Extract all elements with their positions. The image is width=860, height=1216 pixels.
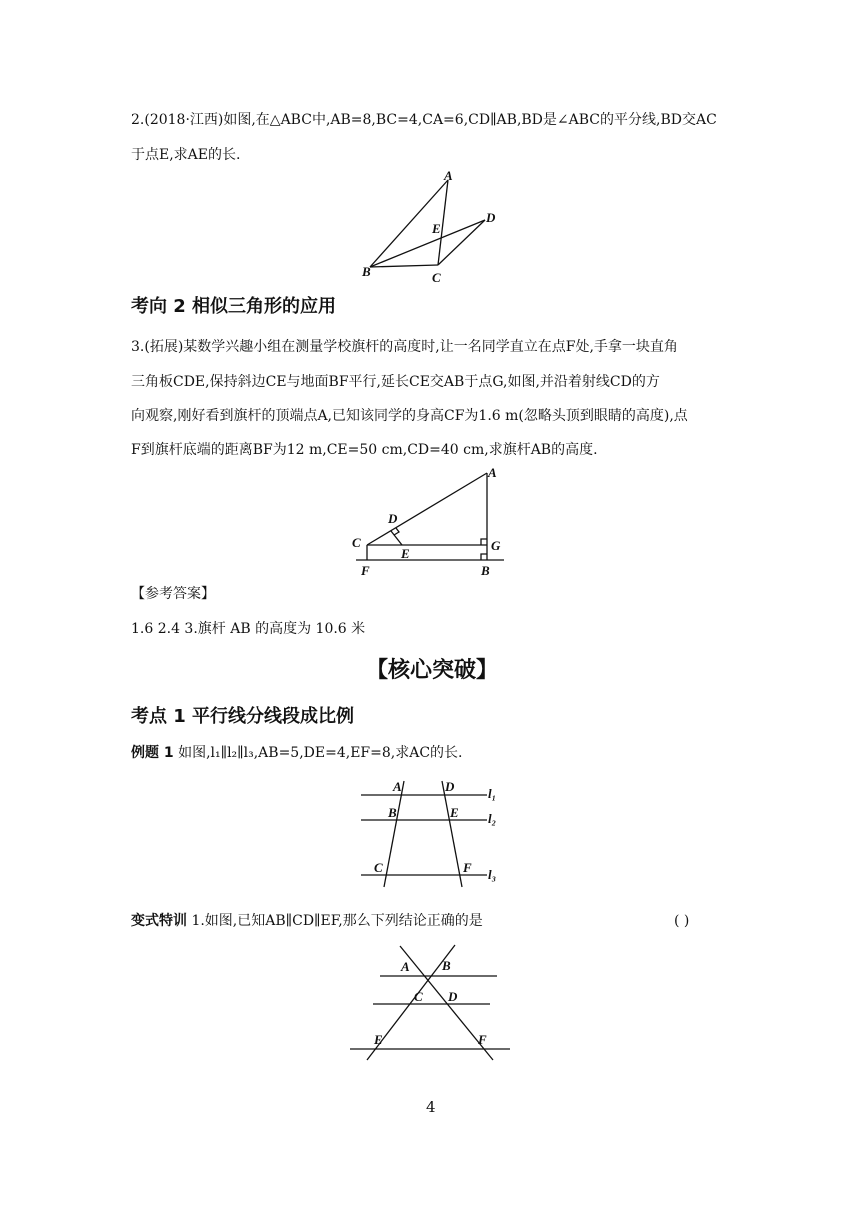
label-e: E [401,546,410,561]
example1-text: 如图,l₁∥l₂∥l₃,AB=5,DE=4,EF=8,求AC的长. [173,745,463,761]
label-c: C [414,989,423,1004]
page-number: 4 [426,1098,436,1116]
label-c: C [374,860,383,875]
label-f: F [478,1032,487,1047]
label-d: D [486,210,496,225]
label-l1: l₁ [488,786,497,801]
label-c: C [352,535,361,550]
right-angle-g [481,539,487,545]
figure-triangle-abc [360,170,500,285]
label-f: F [361,563,370,578]
problem3-line1: 3.(拓展)某数学兴趣小组在测量学校旗杆的高度时,让一名同学直立在点F处,手拿一块直角 [131,339,678,355]
right-angle-b [481,554,487,560]
core-title: 【核心突破】 [366,658,499,683]
label-b: B [442,958,451,973]
example1-line [131,743,463,763]
answers-heading: 【参考答案】 [131,586,215,602]
problem2-line1: 2.(2018·江西)如图,在△ABC中,AB=8,BC=4,CA=6,CD∥AB,BD是∠ABC的平分线,BD交AC [131,112,717,128]
answer-paren: ( ) [674,913,690,929]
answers-text: 1.6 2.4 3.旗杆 AB 的高度为 10.6 米 [131,621,366,637]
label-b: B [481,563,490,578]
variant-line [131,911,483,931]
variant-label: 变式特训 [131,913,187,929]
segment-ca [367,473,487,545]
figure-parallel-lines [355,775,515,890]
label-c: C [432,270,441,285]
label-e: E [432,221,441,236]
kaodian-heading: 考点 1 平行线分线段成比例 [131,706,355,727]
label-e: E [450,805,459,820]
segment-cd [438,220,485,265]
example1-label: 例题 1 [131,745,174,761]
problem2-line2: 于点E,求AE的长. [131,147,241,163]
transversal-ac [384,781,404,887]
label-e: E [374,1032,383,1047]
label-a: A [444,168,453,183]
label-d: D [445,779,455,794]
label-f: F [463,860,472,875]
label-l3: l₃ [488,867,497,882]
segment-bc [370,265,438,267]
label-l2: l₂ [488,811,497,826]
problem3-line3: 向观察,刚好看到旗杆的顶端点A,已知该同学的身高CF为1.6 m(忽略头顶到眼睛的高度),点 [131,408,688,424]
label-a: A [488,465,497,480]
label-b: B [388,805,397,820]
transversal-df [442,781,462,887]
label-g: G [491,538,501,553]
problem3-line4: F到旗杆底端的距离BF为12 m,CE=50 cm,CD=40 cm,求旗杆AB的高度. [131,442,598,458]
label-d: D [388,511,398,526]
section-heading: 考向 2 相似三角形的应用 [131,296,337,317]
figure-crossing-lines [345,940,515,1070]
variant-text: 1.如图,已知AB∥CD∥EF,那么下列结论正确的是 [187,913,483,929]
label-d: D [448,989,458,1004]
segment-bd [370,220,485,267]
problem3-line2: 三角板CDE,保持斜边CE与地面BF平行,延长CE交AB于点G,如图,并沿着射线CD的方 [131,374,660,390]
label-a: A [401,959,410,974]
figure-flagpole [350,465,510,580]
label-b: B [362,264,371,279]
label-a: A [393,779,402,794]
